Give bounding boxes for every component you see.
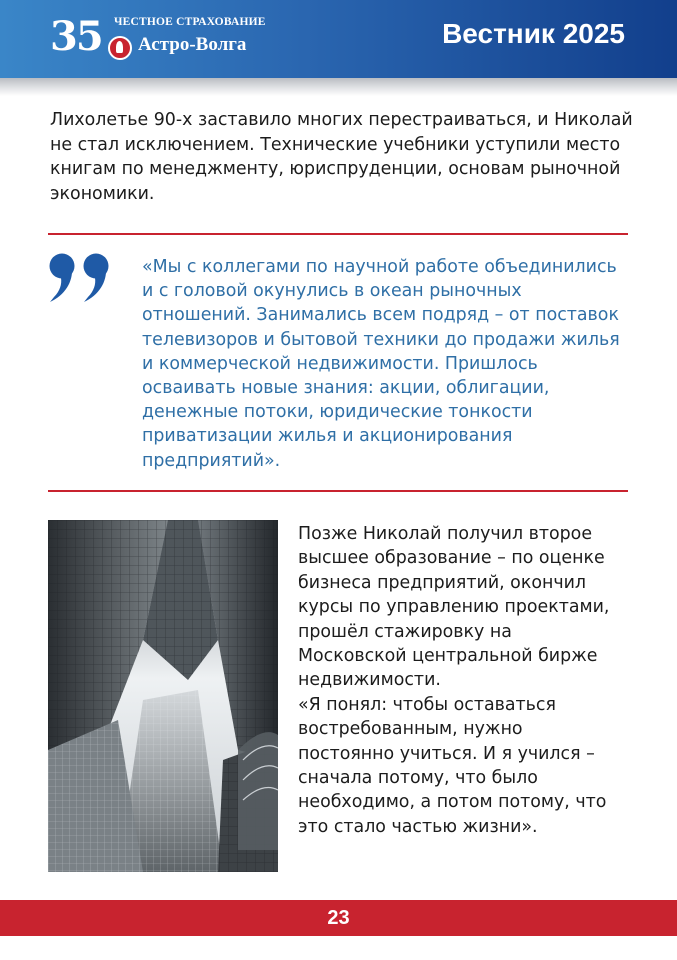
footer-bar (0, 900, 677, 936)
quote-divider-top (48, 233, 628, 235)
article-body (298, 522, 618, 839)
page-number: 23 (327, 907, 350, 929)
quote-text: «Мы с коллегами по научной работе объединились и с головой окунулись в океан рыночных отношений. Занимались всем подряд – от поставок телевизоров и бытовой техники до продажи жилья и коммерческой недвижимости. Пришлось осваивать новые знания: акции, облигации, денежные потоки, юридические тонкости приватизации жилья и акционирования предприятий». (142, 257, 620, 471)
company-logo[interactable] (50, 14, 270, 64)
body-paragraph-2: «Я понял: чтобы оставаться востребованным, нужно постоянно учиться. И я учился – сначала потому, что было необходимо, а потом потому, что это стало частью жизни». (298, 694, 607, 837)
header-shadow (0, 78, 677, 96)
intro-paragraph: Лихолетье 90-х заставило многих перестраиваться, и Николай не стал исключением. Технические учебники уступили место книгам по менеджменту, юриспруденции, основам рыночной экономики. (50, 110, 633, 204)
logo-anniversary-number: 35 (50, 13, 102, 60)
skyscrapers-photo (48, 520, 278, 872)
quotation-mark-icon (48, 252, 114, 304)
logo-emblem-icon (108, 36, 132, 60)
skyscrapers-illustration (48, 520, 278, 872)
logo-tagline: ЧЕСТНОЕ СТРАХОВАНИЕ (114, 16, 266, 28)
header-bar (0, 0, 677, 78)
body-paragraph-1: Позже Николай получил второе высшее образование – по оценке бизнеса предприятий, окончил курсы по управлению проектами, прошёл стажировку на Московской центральной бирже недвижимости. (298, 524, 610, 691)
logo-company-name: Астро-Волга (138, 34, 247, 55)
newsletter-title: Вестник 2025 (442, 18, 625, 49)
quote-divider-bottom (48, 490, 628, 492)
